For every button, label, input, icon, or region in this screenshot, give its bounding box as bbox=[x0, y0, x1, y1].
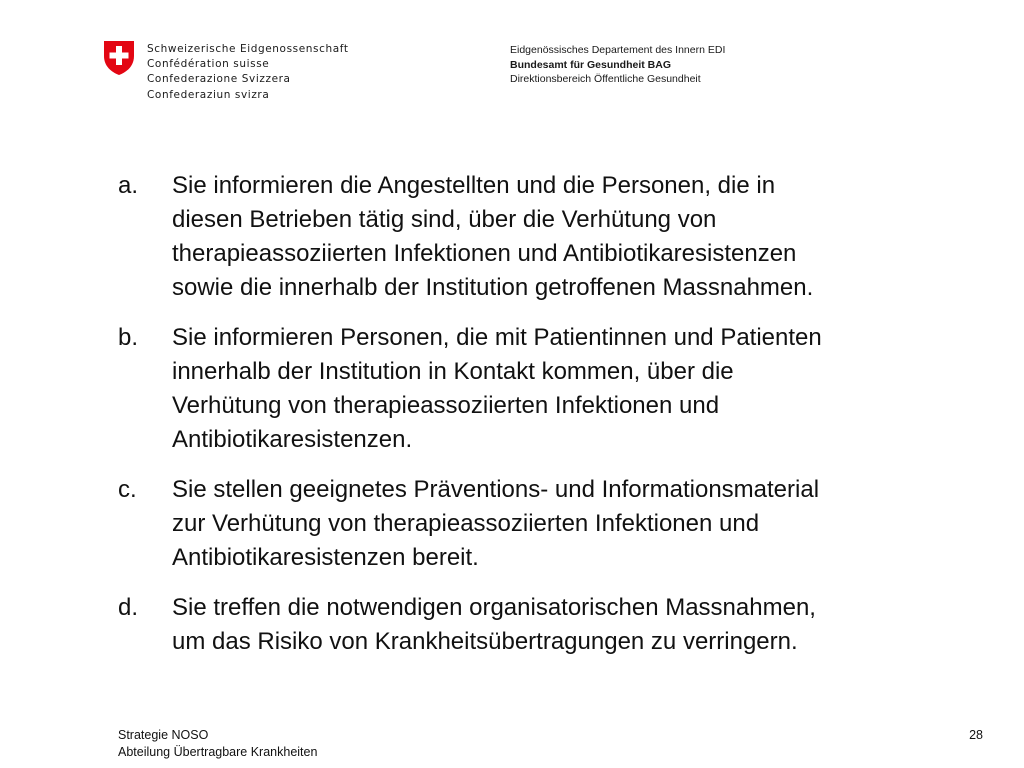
list-item-line: therapieassoziierten Infektionen und Antibiotikaresistenzen bbox=[172, 240, 797, 267]
name-italian: Confederazione Svizzera bbox=[147, 73, 291, 86]
list-item-line: Sie treffen die notwendigen organisatorischen Massnahmen, bbox=[172, 594, 816, 621]
footer-info bbox=[118, 727, 317, 761]
name-french: Confédération suisse bbox=[147, 58, 270, 71]
department-block bbox=[510, 43, 725, 87]
measures-list bbox=[118, 169, 978, 659]
list-item-line: Sie stellen geeignetes Präventions- und Informationsmaterial bbox=[172, 476, 820, 503]
list-marker: b. bbox=[118, 324, 139, 351]
footer-title: Strategie NOSO bbox=[118, 728, 209, 742]
list-marker: d. bbox=[118, 594, 139, 621]
division-name: Direktionsbereich Öffentliche Gesundheit bbox=[510, 73, 701, 86]
list-marker: c. bbox=[118, 476, 137, 503]
list-item-line: innerhalb der Institution in Kontakt kommen, über die bbox=[172, 358, 734, 385]
cross-horizontal bbox=[110, 53, 129, 59]
department-name: Eidgenössisches Departement des Innern EDI bbox=[510, 44, 726, 56]
list-item-line: Antibiotikaresistenzen. bbox=[172, 426, 413, 453]
list-marker: a. bbox=[118, 172, 139, 199]
list-item-line: Sie informieren Personen, die mit Patientinnen und Patienten bbox=[172, 324, 822, 351]
list-item-line: Sie informieren die Angestellten und die Personen, die in bbox=[172, 172, 776, 199]
list-item-line: Antibiotikaresistenzen bereit. bbox=[172, 544, 479, 571]
swiss-shield-svg bbox=[103, 40, 135, 76]
name-romansh: Confederaziun svizra bbox=[147, 88, 270, 101]
list-item-line: zur Verhütung von therapieassoziierten Infektionen und bbox=[172, 510, 760, 537]
list-item-line: sowie die innerhalb der Institution getroffenen Massnahmen. bbox=[172, 274, 814, 301]
office-name: Bundesamt für Gesundheit BAG bbox=[510, 58, 672, 71]
list-item-line: Verhütung von therapieassoziierten Infektionen und bbox=[172, 392, 720, 419]
confederation-names bbox=[147, 42, 349, 103]
page-number: 28 bbox=[969, 728, 983, 742]
list-item bbox=[118, 591, 978, 659]
list-item bbox=[118, 473, 978, 575]
list-item-line: um das Risiko von Krankheitsübertragungen zu verringern. bbox=[172, 628, 798, 655]
list-item bbox=[118, 169, 978, 305]
name-german: Schweizerische Eidgenossenschaft bbox=[147, 43, 349, 55]
footer-department: Abteilung Übertragbare Krankheiten bbox=[118, 745, 318, 759]
list-item bbox=[118, 321, 978, 457]
list-item-line: diesen Betrieben tätig sind, über die Verhütung von bbox=[172, 206, 717, 233]
swiss-cross-icon bbox=[103, 40, 135, 76]
